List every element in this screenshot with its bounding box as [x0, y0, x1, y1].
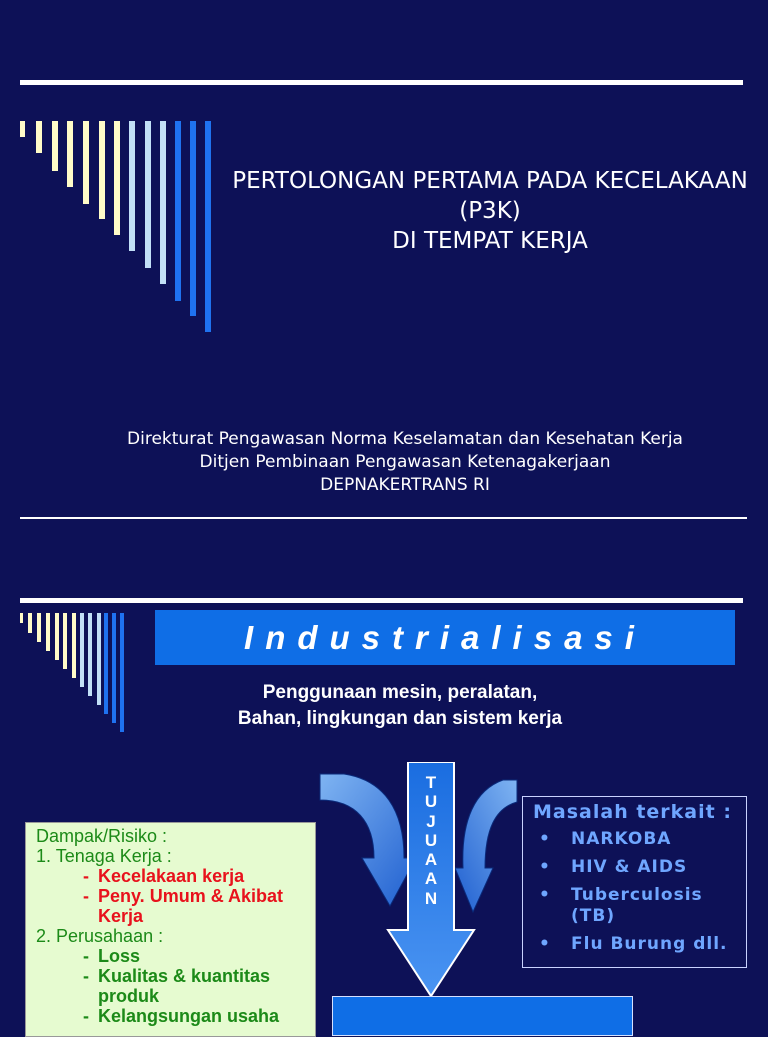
impact-group-heading: 2. Perusahaan :	[36, 926, 164, 946]
tujuan-letter: U	[424, 830, 438, 850]
impact-item: - Kelangsungan usaha	[83, 1006, 280, 1026]
masalah-item: • Tuberculosis (TB)	[539, 885, 703, 926]
usage-text	[190, 680, 610, 732]
tujuan-letter: A	[424, 850, 438, 870]
slide1-organization	[100, 428, 710, 497]
impact-group-heading: 1. Tenaga Kerja :	[36, 846, 172, 866]
impact-box	[25, 822, 316, 1037]
masalah-box	[522, 796, 747, 968]
tujuan-letter: N	[424, 888, 438, 908]
slide1-top-rule	[20, 80, 743, 85]
slide2-top-rule	[20, 598, 743, 603]
impact-item: - Peny. Umum & Akibat Kerja	[83, 886, 284, 926]
tujuan-letter: T	[425, 773, 437, 792]
impact-item: - Loss	[83, 946, 141, 966]
masalah-item: • HIV & AIDS	[539, 857, 688, 877]
usage-line: Penggunaan mesin, peralatan,	[262, 682, 538, 703]
slide2-decorative-bars	[0, 613, 130, 733]
tujuan-letter: J	[426, 811, 436, 831]
impact-item: - Kecelakaan kerja	[83, 866, 245, 886]
result-box	[332, 996, 633, 1036]
masalah-item: • NARKOBA	[539, 829, 672, 849]
industrialisasi-banner	[155, 610, 735, 665]
slide1-decorative-bars	[0, 121, 220, 336]
tujuan-vertical-text	[420, 773, 442, 908]
slide1-title	[220, 166, 760, 256]
title-line: PERTOLONGAN PERTAMA PADA KECELAKAAN	[232, 168, 748, 194]
org-line: Direkturat Pengawasan Norma Keselamatan dan Kesehatan Kerja	[127, 429, 683, 449]
masalah-heading: Masalah terkait :	[533, 801, 732, 823]
banner-title: Industrialisasi	[244, 618, 646, 656]
title-line: (P3K)	[459, 198, 521, 224]
curved-arrow-icon	[455, 776, 525, 916]
tujuan-letter: A	[424, 869, 438, 889]
tujuan-letter: U	[424, 792, 438, 812]
usage-line: Bahan, lingkungan dan sistem kerja	[237, 708, 563, 729]
org-line: DEPNAKERTRANS RI	[320, 475, 490, 495]
title-line: DI TEMPAT KERJA	[392, 228, 588, 254]
slide1-bottom-rule	[20, 517, 747, 519]
impact-heading: Dampak/Risiko :	[36, 826, 168, 846]
org-line: Ditjen Pembinaan Pengawasan Ketenagakerjaan	[199, 452, 611, 472]
masalah-item: • Flu Burung dll.	[539, 934, 728, 954]
impact-item: - Kualitas & kuantitas produk	[83, 966, 271, 1006]
